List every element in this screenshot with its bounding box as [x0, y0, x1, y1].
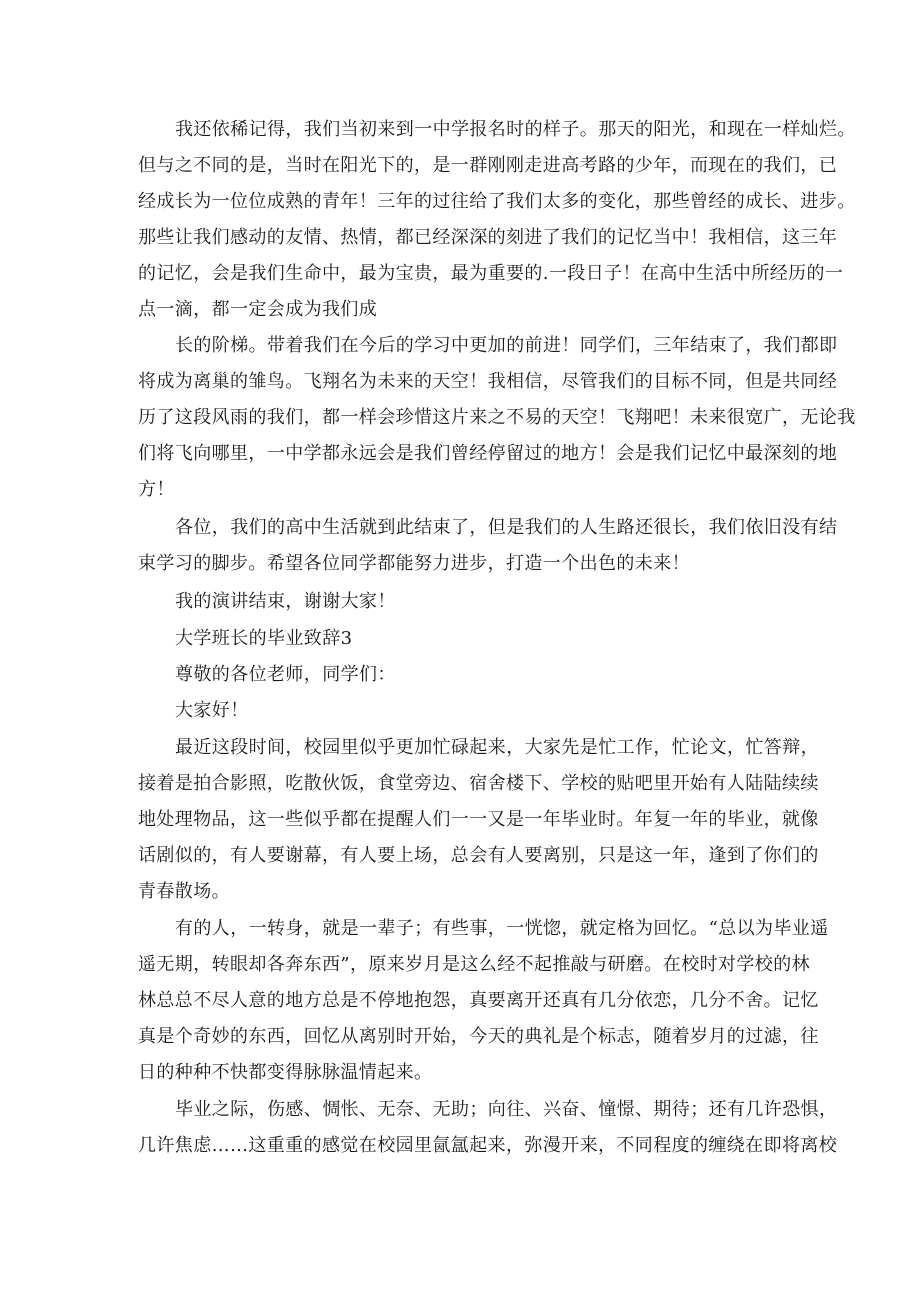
text-line: 毕业之际，伤感、惆怅、无奈、无助；向往、兴奋、憧憬、期待；还有几许恐惧，: [175, 1099, 838, 1120]
text-line: 束学习的脚步。希望各位同学都能努力进步，打造一个出色的未来！: [138, 553, 690, 574]
text-line: 那些让我们感动的友情、热情，都已经深深的刻进了我们的记忆当中！我相信，这三年: [138, 227, 838, 248]
greeting: 大家好！: [175, 700, 249, 721]
text-line: 有的人，一转身，就是一辈子；有些事，一恍惚，就定格为回忆。“总以为毕业遥: [175, 918, 829, 939]
text-line: 方！: [138, 479, 175, 500]
section-heading: 大学班长的毕业致辞3: [175, 628, 353, 649]
text-line: 青春散场。: [138, 881, 230, 902]
text-line: 遥无期，转眼却各奔东西”，原来岁月是这么经不起推敲与研磨。在校时对学校的林: [138, 954, 810, 975]
text-line: 我的演讲结束，谢谢大家！: [175, 591, 396, 612]
text-line: 但与之不同的是，当时在阳光下的，是一群刚刚走进高考路的少年，而现在的我们，已: [138, 155, 838, 176]
text-line: 点一滴，都一定会成为我们成: [138, 299, 378, 320]
text-line: 们将飞向哪里，一中学都永远会是我们曾经停留过的地方！会是我们记忆中最深刻的地: [138, 443, 838, 464]
text-line: 话剧似的，有人要谢幕，有人要上场，总会有人要离别，只是这一年，逢到了你们的: [138, 845, 819, 866]
text-line: 将成为离巢的雏鸟。飞翔名为未来的天空！我相信，尽管我们的目标不同，但是共同经: [138, 371, 838, 392]
text-line: 真是个奇妙的东西，回忆从离别时开始，今天的典礼是个标志，随着岁月的过滤，往: [138, 1026, 819, 1047]
salutation: 尊敬的各位老师，同学们：: [175, 664, 396, 685]
text-line: 经成长为一位位成熟的青年！三年的过往给了我们太多的变化，那些曾经的成长、进步。: [138, 191, 856, 212]
text-line: 历了这段风雨的我们，都一样会珍惜这片来之不易的天空！飞翔吧！未来很宽广，无论我: [138, 407, 856, 428]
text-line: 各位，我们的高中生活就到此结束了，但是我们的人生路还很长，我们依旧没有结: [175, 517, 838, 538]
text-line: 我还依稀记得，我们当初来到一中学报名时的样子。那天的阳光，和现在一样灿烂。: [175, 119, 856, 140]
text-line: 林总总不尽人意的地方总是不停地抱怨，真要离开还真有几分依恋，几分不舍。记忆: [138, 990, 819, 1011]
text-line: 接着是拍合影照，吃散伙饭，食堂旁边、宿舍楼下、学校的贴吧里开始有人陆陆续续: [138, 773, 819, 794]
text-line: 长的阶梯。带着我们在今后的学习中更加的前进！同学们，三年结束了，我们都即: [175, 335, 838, 356]
text-line: 地处理物品，这一些似乎都在提醒人们一一又是一年毕业时。年复一年的毕业，就像: [138, 809, 819, 830]
text-line: 几许焦虑……这重重的感觉在校园里氤氲起来，弥漫开来，不同程度的缠绕在即将离校: [138, 1135, 838, 1156]
text-line: 日的种种不快都变得脉脉温情起来。: [138, 1062, 433, 1083]
text-line: 的记忆，会是我们生命中，最为宝贵，最为重要的.一段日子！在高中生活中所经历的一: [138, 263, 844, 284]
text-line: 最近这段时间，校园里似乎更加忙碌起来，大家先是忙工作，忙论文，忙答辩，: [175, 737, 819, 758]
